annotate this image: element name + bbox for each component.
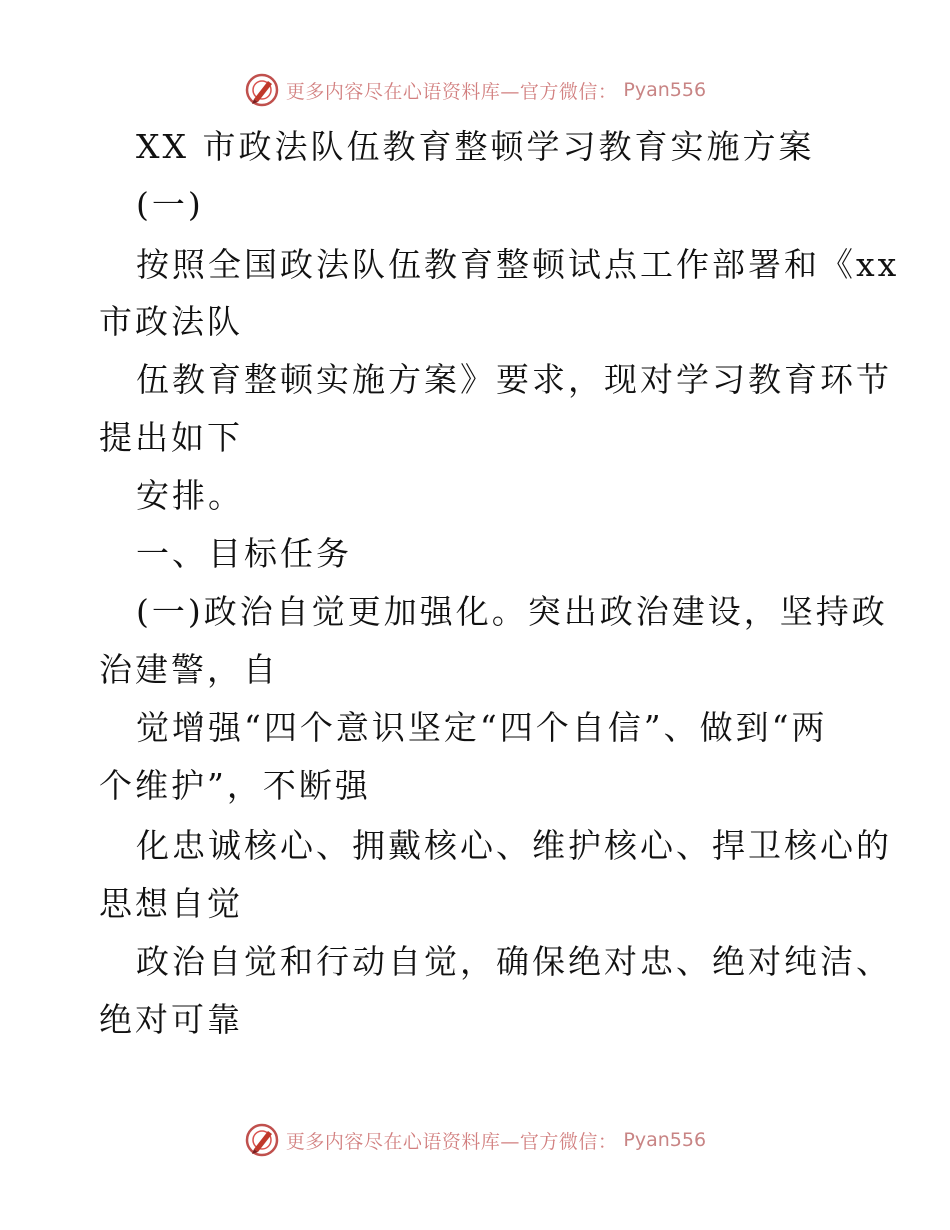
paragraph-line: 安排。 bbox=[136, 476, 244, 515]
paragraph-line: 思想自觉 bbox=[99, 884, 243, 923]
paragraph-line: 按照全国政法队伍教育整顿试点工作部署和《xx bbox=[136, 245, 900, 284]
paragraph-line: 伍教育整顿实施方案》要求，现对学习教育环节 bbox=[136, 360, 892, 399]
watermark-wechat-id: Pyan556 bbox=[623, 79, 707, 101]
paragraph-line: 觉增强“四个意识坚定“四个自信”、做到“两 bbox=[136, 708, 828, 747]
watermark-text: 更多内容尽在心语资料库—官方微信： bbox=[285, 1130, 618, 1153]
paragraph-line: 化忠诚核心、拥戴核心、维护核心、捍卫核心的 bbox=[136, 826, 892, 865]
paragraph-line: 治建警，自 bbox=[99, 650, 279, 689]
watermark-text: 更多内容尽在心语资料库—官方微信： bbox=[285, 80, 618, 103]
paragraph-line: (一)政治自觉更加强化。突出政治建设，坚持政 bbox=[136, 592, 888, 631]
section-heading: 一、目标任务 bbox=[136, 534, 352, 573]
pen-logo-icon bbox=[244, 1122, 280, 1158]
paragraph-line: 政治自觉和行动自觉，确保绝对忠、绝对纯洁、 bbox=[136, 942, 892, 981]
paragraph-line: 个维护”，不断强 bbox=[99, 766, 371, 805]
paragraph-line: 提出如下 bbox=[99, 418, 243, 457]
watermark-wechat-id: Pyan556 bbox=[623, 1129, 707, 1151]
document-title: XX 市政法队伍教育整顿学习教育实施方案 bbox=[136, 127, 815, 166]
footer-watermark bbox=[0, 1120, 950, 1160]
paragraph-line: 市政法队 bbox=[99, 302, 243, 341]
paragraph-line: 绝对可靠 bbox=[99, 1000, 243, 1039]
document-subtitle: (一) bbox=[136, 185, 204, 224]
